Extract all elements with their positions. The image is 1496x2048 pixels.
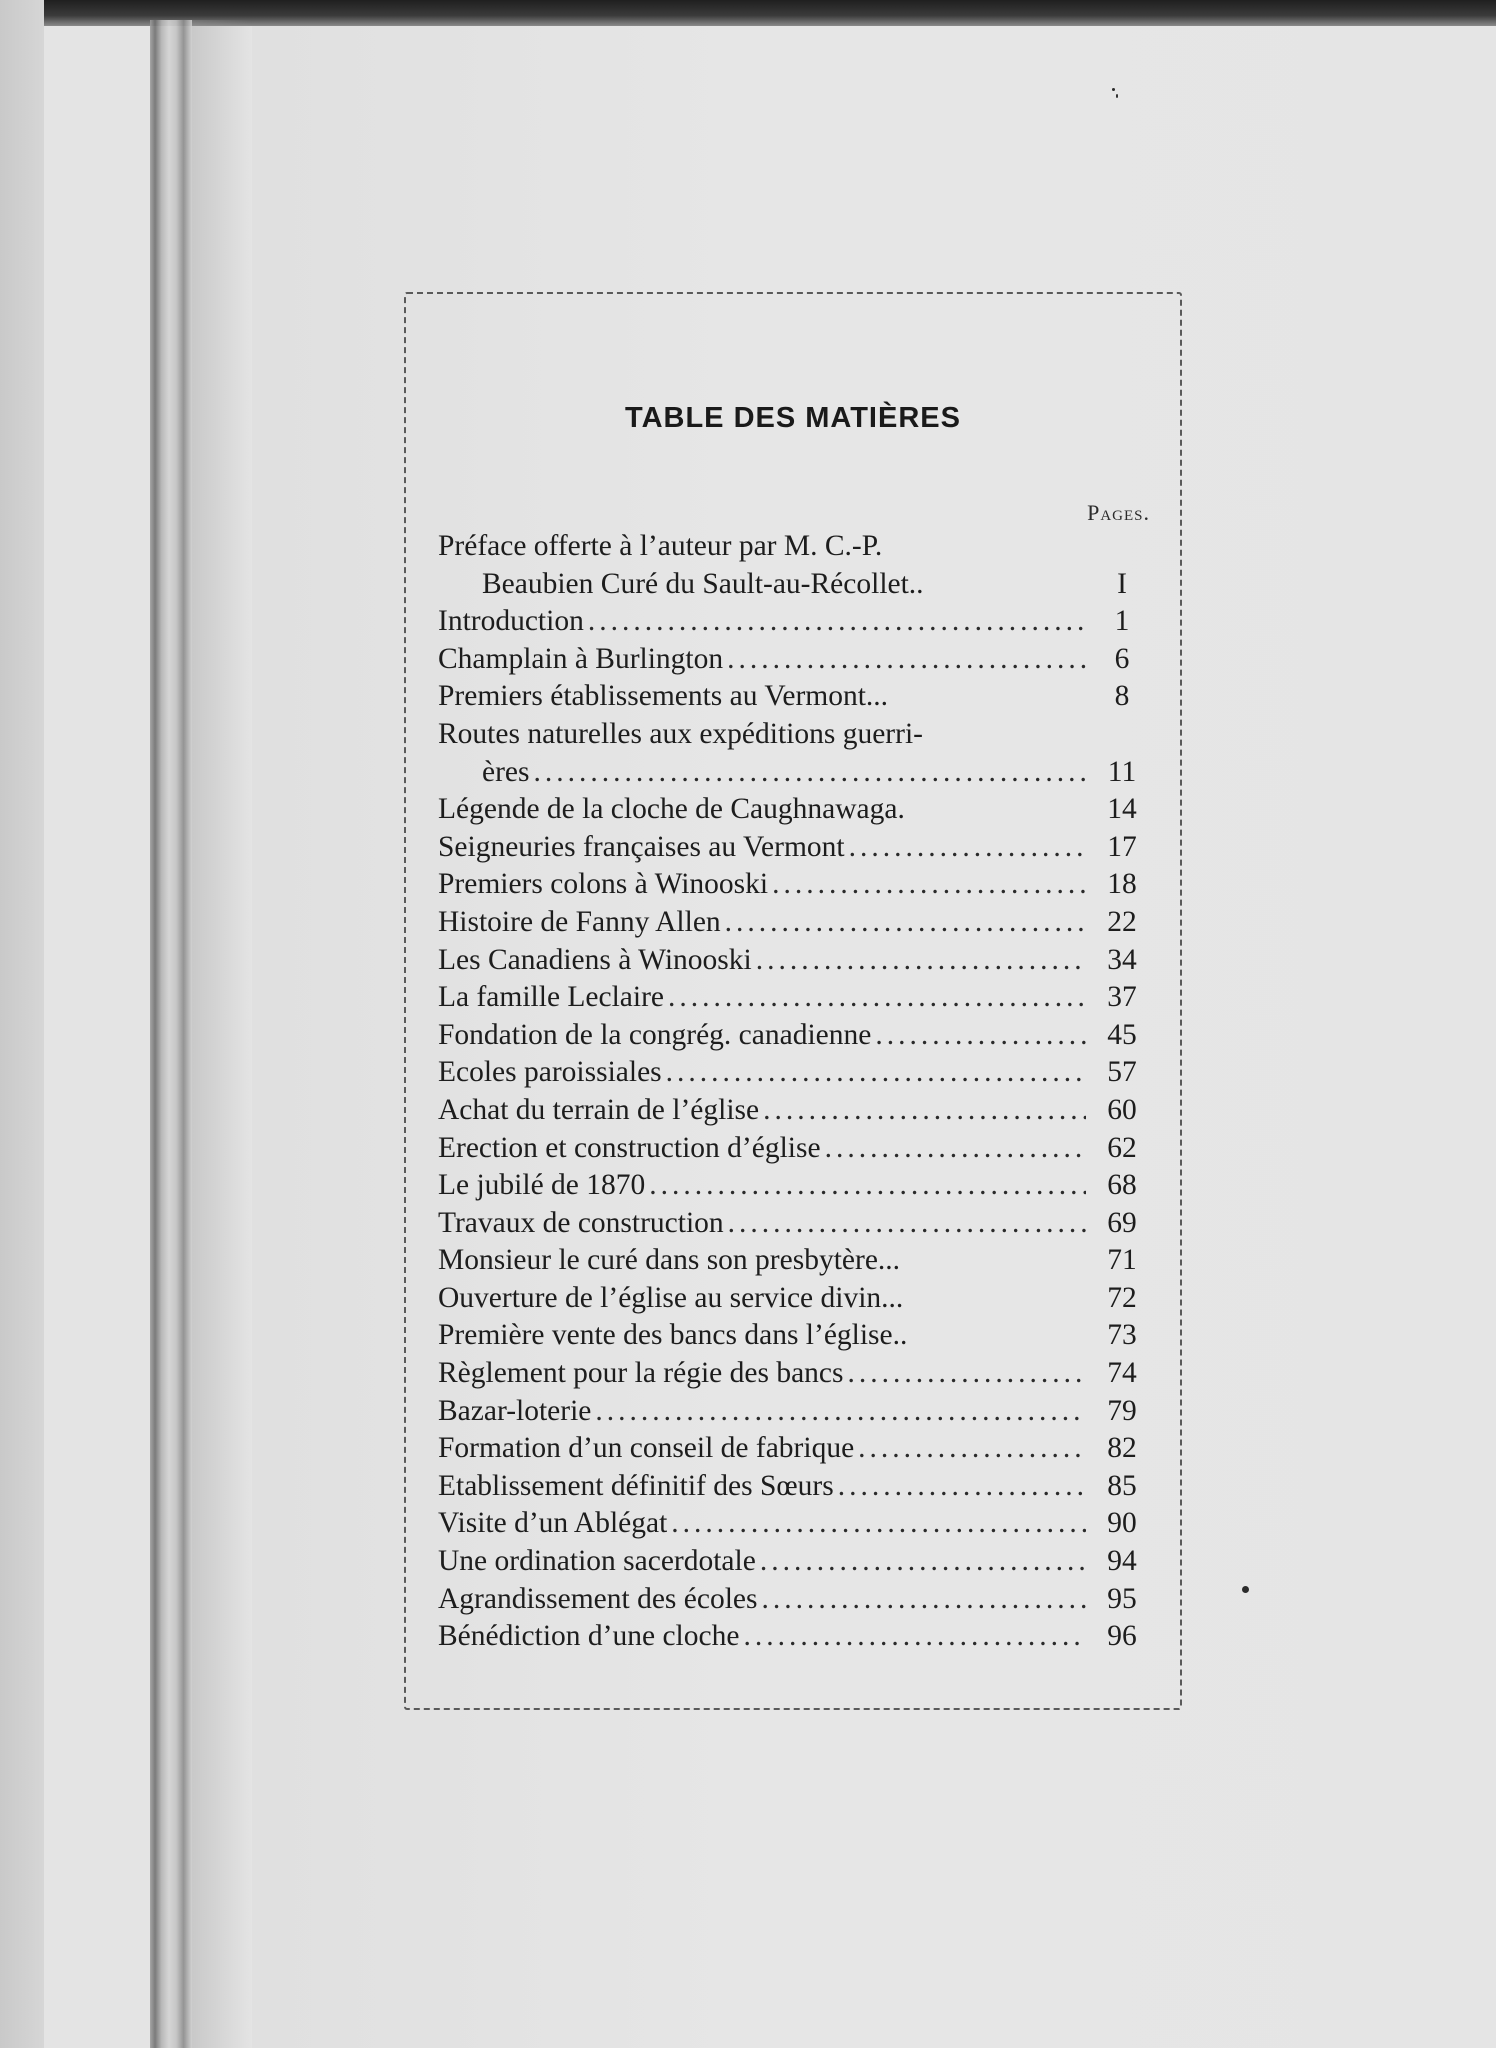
spine-shadow [192, 20, 252, 2048]
toc-entry [438, 904, 1150, 942]
paper-speck [1242, 1586, 1249, 1593]
toc-entry-page-number: 1 [1114, 605, 1130, 638]
toc-entry-page-number: 71 [1107, 1244, 1137, 1277]
toc-entry-page-number: I [1117, 567, 1127, 600]
toc-entry-title: Etablissement définitif des Sœurs [438, 1469, 834, 1502]
toc-entry-title: Premiers établissements au Vermont... [438, 680, 889, 713]
toc-entry-page-number: 62 [1107, 1131, 1137, 1164]
toc-entry-page-number: 14 [1107, 793, 1137, 826]
toc-entry [438, 1468, 1150, 1506]
toc-entry [438, 1092, 1150, 1130]
toc-dot-leader [760, 1543, 1086, 1581]
toc-entry [438, 716, 1150, 754]
toc-entry-page-number: 73 [1107, 1319, 1137, 1352]
toc-entry [438, 1581, 1150, 1619]
toc-dot-leader [666, 1054, 1086, 1092]
toc-entry [438, 791, 1150, 829]
toc-entry-page-number: 18 [1107, 868, 1137, 901]
toc-entry-title: Visite d’un Ablégat [438, 1507, 668, 1540]
toc-dot-leader [762, 1581, 1087, 1619]
toc-dot-leader [727, 641, 1086, 679]
toc-dot-leader [588, 603, 1086, 641]
toc-entry-page-number: 94 [1107, 1545, 1137, 1578]
toc-entry-title: Erection et construction d’église [438, 1131, 821, 1164]
toc-entry [438, 1280, 1150, 1318]
toc-dot-leader [728, 1205, 1086, 1243]
toc-entry-title: Bazar-loterie [438, 1394, 592, 1427]
toc-entry-page-number: 90 [1107, 1507, 1137, 1540]
toc-entry-page-number: 17 [1107, 830, 1137, 863]
toc-entry-page-number: 68 [1107, 1169, 1137, 1202]
toc-entry-title: Histoire de Fanny Allen [438, 905, 721, 938]
toc-entry-page-number: 6 [1114, 642, 1130, 675]
toc-dot-leader [534, 754, 1087, 792]
toc-entry-page-number: 69 [1107, 1206, 1137, 1239]
toc-entry [438, 1355, 1150, 1393]
toc-entry-title: Légende de la cloche de Caughnawaga. [438, 793, 905, 826]
toc-entry [438, 528, 1150, 566]
toc-entry-page-number: 34 [1107, 943, 1137, 976]
toc-entry-page-number: 60 [1107, 1093, 1137, 1126]
toc-entry-page-number: 57 [1107, 1056, 1137, 1089]
paper-speck [1112, 88, 1115, 91]
toc-entry-title: Champlain à Burlington [438, 642, 724, 675]
toc-entry-title: Ouverture de l’église au service divin... [438, 1281, 904, 1314]
book-spine [150, 20, 192, 2048]
toc-entry-title: ères [482, 755, 530, 788]
toc-entry-page-number: 72 [1107, 1281, 1137, 1314]
toc-dot-leader [743, 1618, 1086, 1656]
toc-entry [438, 678, 1150, 716]
toc-dot-leader [649, 1167, 1086, 1205]
toc-entry-title: La famille Leclaire [438, 981, 665, 1014]
toc-entry [438, 1317, 1150, 1355]
toc-dot-leader [875, 1017, 1086, 1055]
toc-entry [438, 1242, 1150, 1280]
toc-entry [438, 641, 1150, 679]
toc-dot-leader [671, 1505, 1086, 1543]
toc-entry [438, 566, 1150, 604]
toc-entry-title: Achat du terrain de l’église [438, 1093, 760, 1126]
toc-entry-title: Formation d’un conseil de fabrique [438, 1432, 855, 1465]
toc-dot-leader [772, 866, 1086, 904]
toc-entry-list [438, 528, 1150, 1656]
toc-entry [438, 979, 1150, 1017]
toc-entry-page-number: 45 [1107, 1018, 1137, 1051]
toc-entry-title: Le jubilé de 1870 [438, 1169, 646, 1202]
toc-entry-title: Monsieur le curé dans son presbytère... [438, 1244, 901, 1277]
toc-entry-title: Seigneuries françaises au Vermont [438, 830, 845, 863]
toc-entry-title: Fondation de la congrég. canadienne [438, 1018, 872, 1051]
left-page-edge [0, 0, 44, 2048]
toc-entry-title: Agrandissement des écoles [438, 1582, 758, 1615]
toc-entry [438, 1543, 1150, 1581]
toc-entry [438, 1430, 1150, 1468]
toc-dot-leader [838, 1468, 1086, 1506]
toc-entry-page-number: 22 [1107, 905, 1137, 938]
toc-entry-page-number: 8 [1114, 680, 1130, 713]
toc-entry [438, 942, 1150, 980]
toc-entry-page-number: 79 [1107, 1394, 1137, 1427]
toc-entry [438, 1017, 1150, 1055]
toc-entry-title: Routes naturelles aux expéditions guerri- [438, 717, 923, 750]
toc-dot-leader [825, 1130, 1086, 1168]
toc-entry-title: Règlement pour la régie des bancs [438, 1357, 844, 1390]
toc-entry-title: Travaux de construction [438, 1206, 724, 1239]
toc-entry [438, 1167, 1150, 1205]
toc-entry-title: Première vente des bancs dans l’église.. [438, 1319, 908, 1352]
toc-heading: TABLE DES MATIÈRES [625, 402, 961, 434]
toc-dot-leader [668, 979, 1086, 1017]
toc-dot-leader [756, 942, 1086, 980]
toc-entry-title: Beaubien Curé du Sault-au-Récollet.. [482, 567, 924, 600]
toc-entry-title: Introduction [438, 605, 584, 638]
toc-dot-leader [595, 1393, 1086, 1431]
toc-dot-leader [725, 904, 1086, 942]
toc-entry [438, 1618, 1150, 1656]
toc-entry-page-number: 82 [1107, 1432, 1137, 1465]
toc-dot-leader [858, 1430, 1086, 1468]
toc-entry [438, 1393, 1150, 1431]
toc-entry-title: Bénédiction d’une cloche [438, 1620, 740, 1653]
toc-dot-leader [847, 1355, 1086, 1393]
toc-entry-title: Les Canadiens à Winooski [438, 943, 752, 976]
paper-speck [1116, 94, 1118, 98]
toc-entry-page-number: 74 [1107, 1357, 1137, 1390]
toc-entry [438, 754, 1150, 792]
toc-entry [438, 829, 1150, 867]
toc-entry [438, 1130, 1150, 1168]
toc-entry-page-number: 96 [1107, 1620, 1137, 1653]
toc-entry [438, 1205, 1150, 1243]
toc-entry-title: Une ordination sacerdotale [438, 1545, 756, 1578]
toc-dot-leader [763, 1092, 1086, 1130]
toc-entry-page-number: 85 [1107, 1469, 1137, 1502]
toc-entry [438, 1505, 1150, 1543]
toc-entry-page-number: 11 [1107, 755, 1137, 788]
toc-entry-title: Préface offerte à l’auteur par M. C.-P. [438, 530, 883, 562]
toc-entry [438, 1054, 1150, 1092]
toc-entry [438, 866, 1150, 904]
pages-column-label: Pages. [1087, 500, 1150, 525]
toc-entry-title: Premiers colons à Winooski [438, 868, 769, 901]
toc-entry-page-number: 37 [1107, 981, 1137, 1014]
toc-entry-title: Ecoles paroissiales [438, 1056, 662, 1089]
toc-entry-page-number: 95 [1107, 1582, 1137, 1615]
toc-dot-leader [849, 829, 1086, 867]
toc-entry [438, 603, 1150, 641]
